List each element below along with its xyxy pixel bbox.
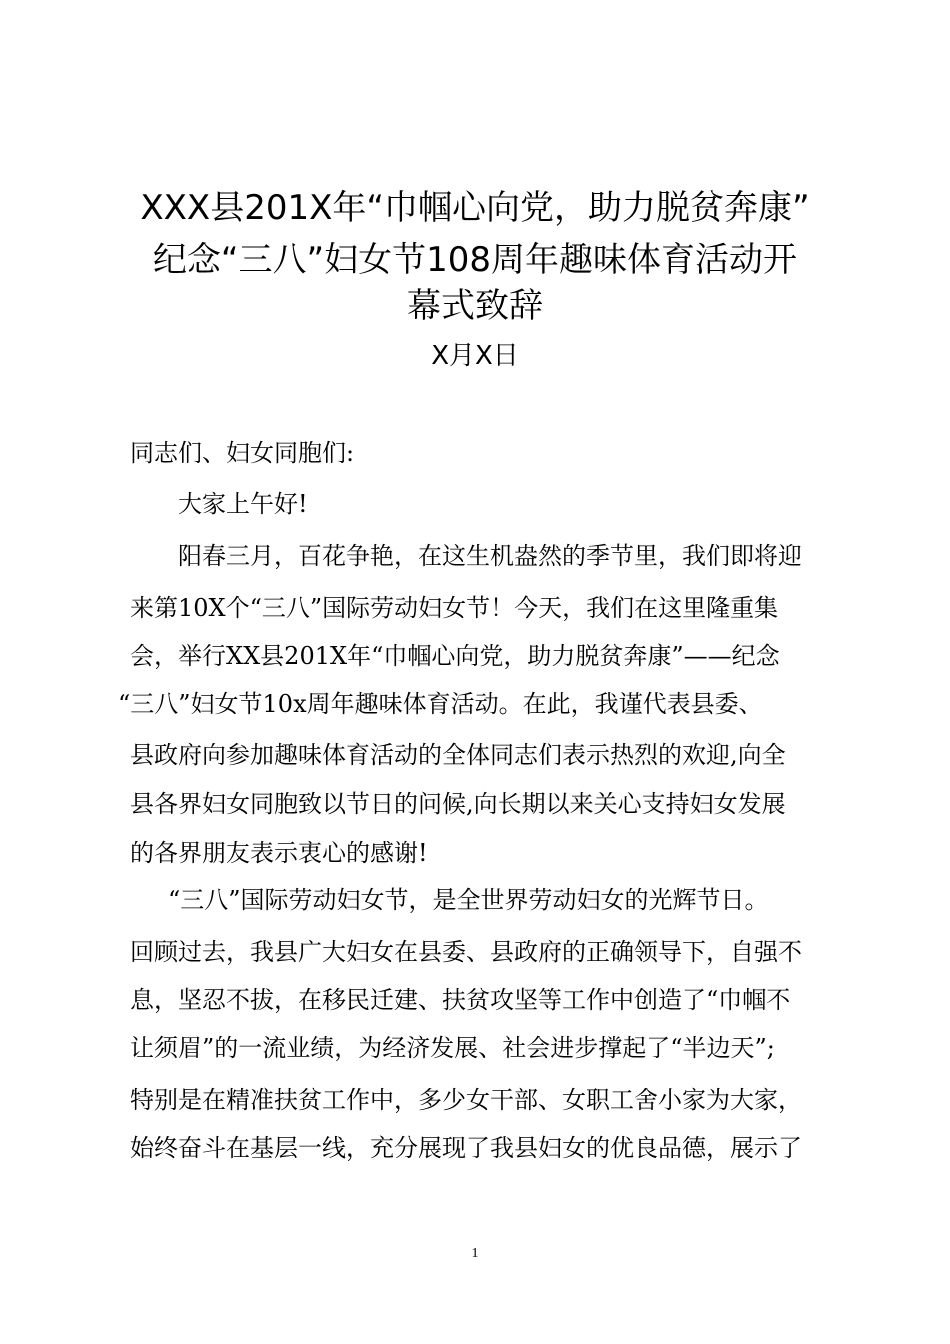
- body-line-5: 县政府向参加趣味体育活动的全体同志们表示热烈的欢迎,向全: [130, 741, 786, 769]
- body-line-9: 回顾过去，我县广大妇女在县委、县政府的正确领导下，自强不: [130, 938, 802, 966]
- body-line-2: 来第10X个“三八”国际劳动妇女节！今天，我们在这里隆重集: [130, 594, 779, 622]
- salutation: 同志们、妇女同胞们:: [130, 439, 355, 467]
- body-line-1: 阳春三月，百花争艳，在这生机盎然的季节里，我们即将迎: [178, 542, 802, 570]
- body-line-greeting: 大家上午好!: [178, 490, 308, 518]
- document-title-line-3: 幕式致辞: [407, 286, 543, 326]
- body-line-6: 县各界妇女同胞致以节日的问候,向长期以来关心支持妇女发展: [130, 790, 786, 818]
- page-number: 1: [471, 1246, 479, 1261]
- body-line-3: 会，举行XX县201X年“巾帼心向党，助力脱贫奔康”——纪念: [130, 642, 780, 670]
- document-title-line-2: 纪念“三八”妇女节108周年趣味体育活动开: [152, 240, 798, 280]
- document-title-line-1: XXX县201X年“巾帼心向党，助力脱贫奔康”: [140, 188, 810, 228]
- body-line-4: “三八”妇女节10x周年趣味体育活动。在此，我谨代表县委、: [118, 690, 763, 718]
- body-line-11: 让须眉”的一流业绩，为经济发展、社会进步撑起了“半边天”;: [130, 1034, 775, 1062]
- body-line-13: 始终奋斗在基层一线，充分展现了我县妇女的优良品德，展示了: [130, 1134, 802, 1162]
- document-date: X月X日: [431, 341, 519, 371]
- body-line-10: 息，坚忍不拔，在移民迁建、扶贫攻坚等工作中创造了“巾帼不: [130, 986, 791, 1014]
- body-line-8: “三八”国际劳动妇女节，是全世界劳动妇女的光辉节日。: [168, 886, 769, 914]
- body-line-12: 特别是在精准扶贫工作中，多少女干部、女职工舍小家为大家，: [130, 1086, 802, 1114]
- body-line-7: 的各界朋友表示衷心的感谢!: [130, 839, 428, 867]
